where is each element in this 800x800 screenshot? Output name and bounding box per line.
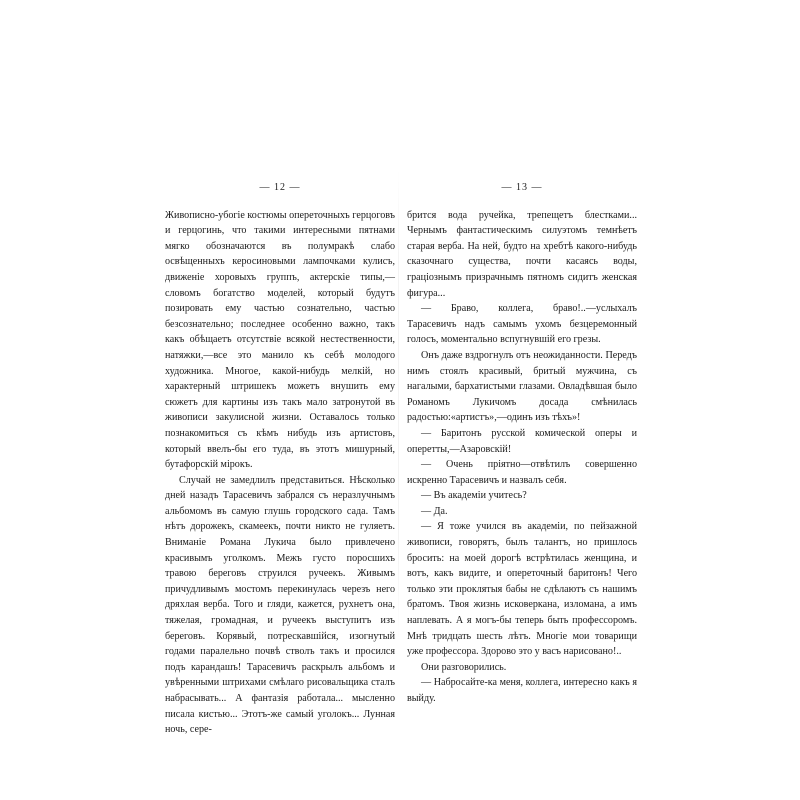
paragraph: — Баритонъ русской комической оперы и оперетты,—Азаровскій!: [407, 427, 637, 455]
paragraph: — Въ академіи учитесь?: [421, 490, 527, 502]
paragraph: Онъ даже вздрогнулъ отъ неожиданности. Передъ нимъ стоялъ красивый, бритый мужчина, съ нагалыми, бархатистыми глазами. Овладѣвшая было Романомъ Лукичомъ досада смѣнилась радостью:«артистъ»,—одинъ изъ тѣхъ»!: [407, 349, 637, 424]
paragraph: — Очень пріятно—отвѣтилъ совершенно искренно Тарасевичъ и назвалъ себя.: [407, 459, 637, 486]
page-number: — 13 —: [501, 182, 543, 193]
left-page: [165, 180, 395, 738]
paragraph: Живописно-убогіе костюмы опереточныхъ герцоговъ и герцогинь, что такими интересными пятнами мягко обозначаются въ полумракѣ слабо освѣщенныхъ керосиновыми лампочками кулисъ, движеніе хоровыхъ группъ, актерскіе типы,—словомъ богатство моделей, который будутъ позировать ему частью сознательно, частью безсознательно; последнее особенно важно, такъ какъ обѣщаетъ отсутствіе всякой нестественности, натяжки,—все это манило къ себѣ молодого художника. Многое, какой-нибудь мелкій, но характерный штришекъ можетъ внушить ему сюжетъ для картины изъ такъ мало затронутой въ живописи закулисной жизни. Оставалось только познакомиться съ кѣмъ нибудь изъ артистовъ, который ввелъ-бы его туда, въ этотъ мишурный, бутафорскій мірокъ.: [165, 209, 395, 471]
page-fold: [398, 170, 399, 640]
paragraph: Случай не замедлилъ представиться. Нѣсколько дней назадъ Тарасевичъ забрался съ неразлучнымъ альбомомъ въ самую глушь городского сада. Тамъ нѣтъ дорожекъ, скамеекъ, почти никто не гуляетъ. Вниманіе Романа Лукича было привлечено красивымъ уголкомъ. Межъ густо поросшихъ травою береговъ струился ручеекъ. Живымъ причудливымъ мостомъ перекинулась черезъ него дряхлая верба. Того и гляди, кажется, рухнетъ она, тяжелая, громадная, и ручеекъ выступитъ изъ береговъ. Корявый, потрескавшійся, изогнутый годами паралельно почвѣ стволъ такъ и просился подъ карандашъ! Тарасевичъ раскрылъ альбомъ и увѣренными штрихами смѣлаго рисовальщика сталъ набрасывать... А фантазія работала... мысленно писала кистью... Этотъ-же самый уголокъ... Лунная ночь, сере-: [165, 474, 395, 736]
paragraph: — Я тоже учился въ академіи, по пейзажной живописи, говорятъ, былъ талантъ, но пришлось бросить: на моей дорогѣ встрѣтилась женщина, и вотъ, какъ видите, и опереточный баритонъ! Чего только эти проклятыя бабы не сдѣлаютъ съ нашимъ братомъ. Твоя жизнь исковеркана, изломана, а имъ наплевать. А я могъ-бы теперь быть профессоромъ. Мнѣ тридцать шесть лѣтъ. Многіе мои товарищи уже профессора. Здорово это у васъ нарисовано!..: [407, 521, 637, 658]
paragraph: — Да.: [421, 505, 448, 517]
right-page: [407, 180, 637, 707]
paragraph: Они разговорились.: [421, 661, 507, 673]
page-number: — 12 —: [259, 182, 301, 193]
paragraph: — Набросайте-ка меня, коллега, интересно какъ я выйду.: [407, 677, 637, 704]
paragraph: брится вода ручейка, трепещетъ блестками... Чернымъ фантастическимъ силуэтомъ темнѣетъ старая верба. На ней, будто на хребтѣ какого-нибудь сказочнаго существа, почти касаясь воды, граціознымъ призрачнымъ пятномъ сидитъ женская фигура...: [407, 209, 637, 299]
paragraph: — Браво, коллега, браво!..—услыхалъ Тарасевичъ надъ самымъ ухомъ безцеремонный голосъ, моментально вспугнувшій его грезы.: [407, 303, 637, 346]
